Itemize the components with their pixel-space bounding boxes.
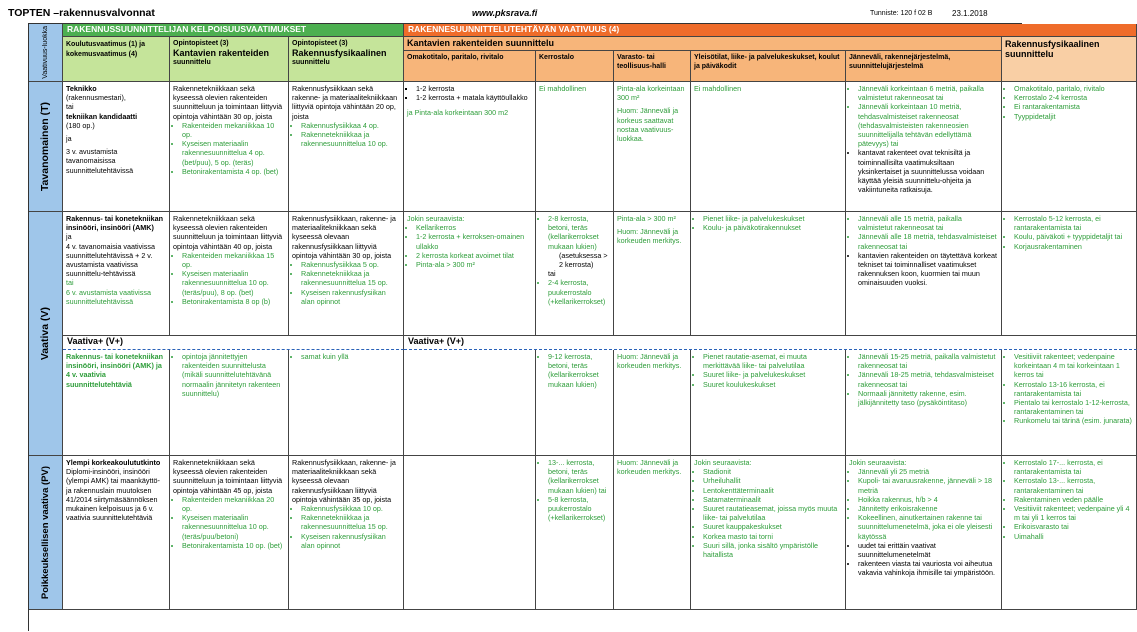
list-item: • kantavat rakenteet ovat teknisiltä ja toiminnallisilta vaatimuksiltaan yksinkertaiset ja suunnittelussa voidaan käyttää yleisiä suunnittelu-ohjeita ja vakiintuneita ratkaisuja. [858,148,998,194]
list-item: • Suuret rautatieasemat, joissa myös muuta liike- tai palvelutilaa [703,504,842,522]
document-code: Tunniste: 120 f 02 B [870,10,933,17]
list-item: • Kyseisen rakennusfysiikan alan opinnot [301,532,400,550]
pv-op2-intro: Rakennusfysiikkaan, rakenne- ja materiaalitekniikkaan sekä kyseessä olevaan rakennusfysiikkaan liittyviä opintoja vähintään 35 op, joista [292,458,396,504]
v-op2 [289,212,404,336]
list-item: • Satamaterminaalit [703,495,842,504]
pv-jannevali [846,456,1002,610]
pv-yleisotilat [691,456,846,610]
vp-jannevali [846,350,1002,456]
list-item: ▪ 1-2 kerrosta + matala käyttöullakko [416,93,532,102]
list-item: • Rakenteiden mekaniikkaa 15 op. [182,251,285,269]
col-header-rakfys: Rakennusfysikaalinen suunnittelu [1002,37,1137,82]
col-header-koulutus [63,37,170,82]
v-varasto-tail: Huom: Jänneväli ja korkeuden merkitys. [617,227,682,246]
list-item: • Kerrostalo 13-16 kerrosta, ei rantarakentamista tai [1014,380,1133,398]
col-header-varasto: Varasto- tai teollisuus-halli [614,51,691,82]
list-item: • Korkea masto tai torni [703,532,842,541]
section-header-right: RAKENNESUUNNITTELUTEHTÄVÄN VAATIVUUS (4) [404,24,1137,37]
t-jannevali [846,82,1002,212]
row-label-poikkeuksellisen [29,456,63,610]
v-koulutus-c: 4 v. tavanomaisia vaativissa suunnittelutehtävissä + 2 v. avustamista vaativissa suunnittelu-tehtävissä [66,241,155,279]
list-item: • Pinta-ala > 300 m² [416,260,532,269]
pv-yleisotilat-head: Jokin seuraavista: [694,458,752,467]
list-item: • Kyseisen rakennusfysiikan alan opinnot [301,288,400,306]
list-item: • Rakennusfysiikkaa 5 op. [301,260,400,269]
pv-op1-intro: Rakennetekniikkaan sekä kyseessä olevien rakenteiden suunnitteluun ja toimintaan liittyviä opintoja vähintään 45 op, joista [173,458,283,495]
row-label-tavanomainen [29,82,63,212]
list-item: • Suuri sillä, jonka sisältö ympäristölle haitallista [703,541,842,559]
list-item: • Kokeellinen, ainutkertainen rakenne tai suunnittelumenetelmä, joka ei ole yleisesti käytössä [858,513,998,541]
v-koulutus-d: tai [66,278,74,288]
list-item: • Normaali jännitetty rakenne, esim. jälkijännitetty taso (pysäköintitaso) [858,389,998,407]
col-header-op1-title: Kantavien rakenteiden [173,48,270,59]
list-item: • Jänneväli 15-25 metriä, paikalla valmistetut rakenneosat tai [858,352,998,370]
v-koulutus-a: Rakennus- tai konetekniikan insinööri, insinööri (AMK) [66,214,164,233]
t-op1 [170,82,289,212]
list-item: • uudet tai erittäin vaativat suunnittelumenetelmät [858,541,998,559]
list-item: • 9-12 kerrosta, betoni, teräs (kellarikerrokset mukaan lukien) [548,352,610,389]
list-item: • Kellarikerros [416,223,532,232]
list-item: • Jänneväli korkeintaan 6 metriä, paikalla valmistetut rakenneosat tai [858,84,998,102]
t-koulutus-c: tai [66,102,74,112]
list-item: • Jänneväli alle 18 metriä, tehdasvalmisteiset rakenneosat tai [858,232,998,250]
col-header-op1-sub: suunnittelu [173,59,211,67]
col-header-op1-top: Opintopisteet (3) [173,40,229,47]
requirements-table [28,23,1132,631]
section-header-left: RAKENNUSSUUNNITTELIJAN KELPOISUUSVAATIMUKSET [63,24,404,37]
list-item: • Rakentaminen veden päälle [1014,495,1133,504]
t-op1-intro: Rakennetekniikkaan sekä kyseessä olevien rakenteiden suunnitteluun ja toimintaan liittyviä opintoja vähintään 30 op, joista [173,84,283,121]
t-koulutus-a: Teknikko [66,84,97,93]
v-varasto [614,212,691,336]
col-header-kerrostalo: Kerrostalo [536,51,614,82]
list-item: • Omakotitalo, paritalo, rivitalo [1014,84,1133,93]
list-item: • Jänneväli korkeintaan 10 metriä, tehdasvalmisteiset rakenneosat (tehdasvalmisteisten rakenneosien suunnittelijalla tehtävän edellyttämä pätevyys) tai [858,102,998,148]
v-omakotitalo [404,212,536,336]
list-item: • Runkomelu tai tärinä (esim. junarata) [1014,416,1133,425]
vp-op2 [289,350,404,456]
list-item: • Rakennetekniikkaa ja rakennesuunnittelua 15 op. [301,269,400,287]
list-item: • Kerrostalo 17-... kerrosta, ei rantarakentamista tai [1014,458,1133,476]
list-item: • 2 kerrosta korkeat avoimet tilat [416,251,532,260]
col-header-kantavien: Kantavien rakenteiden suunnittelu [404,37,1002,51]
t-omakotitalo [404,82,536,212]
col-header-op2 [289,37,404,82]
list-item: • Kerrostalo 13-... kerrosta, rantarakentaminen tai [1014,476,1133,494]
list-item: • Vesitiiviit rakenteet; vedenpaine yli 4 m tai yli 1 kerros tai [1014,504,1133,522]
vp-yleisotilat [691,350,846,456]
v-varasto-main: Pinta-ala > 300 m² [617,214,676,223]
list-item: • Stadionit [703,467,842,476]
vp-varasto: Huom: Jänneväli ja korkeuden merkitys. [614,350,691,456]
v-kerrostalo-mid: (asetuksessa > 2 kerrosta) [559,250,608,270]
list-item: • 2-8 kerrosta, betoni, teräs (kellarikerrokset mukaan lukien) [548,214,610,251]
list-item: • Betonirakentamista 10 op. (bet) [182,541,285,550]
list-item: • Kyseisen materiaalin rakennesuunnittelua 4 op. (bet/puu), 5 op. (teräs) [182,139,285,167]
col-header-omakotitalo: Omakotitalo, paritalo, rivitalo [404,51,536,82]
list-item: • Koulu, päiväkoti + tyyppidetaljit tai [1014,232,1133,241]
list-item: • Kerrostalo 2-4 kerrosta [1014,93,1133,102]
list-item: • rakenteen viasta tai vauriosta voi aiheutua vakavia vahinkoja ihmisille tai ympäristöön. [858,559,998,577]
list-item: • Suuret liike- ja palvelukeskukset [703,370,842,379]
list-item: • Tyyppidetaljit [1014,112,1133,121]
vp-rakfys [1002,350,1137,456]
list-item: • samat kuin yllä [301,352,400,361]
list-item: • Jännitetty erikoisrakenne [858,504,998,513]
list-item: • kantavien rakenteiden on täytettävä korkeat tekniset tai toiminnalliset vaatimukset rakennuksen koon, kuormien tai muun ominaisuuden vuoksi. [858,251,998,288]
list-item: • opintoja jännitettyjen rakenteiden suunnittelusta (mikäli suunnittelutehtävänä normaalin jännitetyn rakenteen suunnittelu) [182,352,285,398]
col-header-op1 [170,37,289,82]
list-item: • Kyseisen materiaalin rakennesuunnittelua 10 op. (teräs/puu/betoni) [182,513,285,541]
vp-omakotitalo [404,350,536,456]
v-op1 [170,212,289,336]
col-header-op2-sub: suunnittelu [292,59,330,67]
list-item: • 1-2 kerrosta + kerroksen-omainen ullakko [416,232,532,250]
class-column-header [29,24,63,82]
col-header-op2-top: Opintopisteet (3) [292,40,348,47]
list-item: • Pienet liike- ja palvelukeskukset [703,214,842,223]
website-link[interactable]: www.pksrava.fi [472,8,538,18]
row-label-vaativa-text: Vaativa (V) [38,306,51,361]
list-item: • Jänneväli alle 15 metriä, paikalla valmistetut rakenneosat tai [858,214,998,232]
vp-koulutus: Rakennus- tai konetekniikan insinööri, insinööri (AMK) ja 4 v. vaativia suunnittelutehtäviä [63,350,170,456]
list-item: • Pienet rautatie-asemat, ei muuta merkittävää liike- tai palvelutilaa [703,352,842,370]
list-item: • Rakennusfysiikkaa 10 op. [301,504,400,513]
class-column-label: Vaativuus-luokka [41,26,49,79]
t-koulutus-b: (rakennusmestari), [66,93,126,103]
pv-kerrostalo [536,456,614,610]
page-header [0,0,1023,22]
pv-jannevali-head: Jokin seuraavista: [849,458,907,467]
t-kerrostalo: Ei mahdollinen [536,82,614,212]
list-item: • Urheiluhallit [703,476,842,485]
v-omakotitalo-head: Jokin seuraavista: [407,214,465,223]
t-omakotitalo-tail: ja Pinta-ala korkeintaan 300 m2 [407,108,509,118]
vplus-label-right: Vaativa+ (V+) [404,336,1137,350]
vp-op1 [170,350,289,456]
t-koulutus-f: ja [66,134,72,144]
pv-koulutus-b: Diplomi-insinööri, insinööri (ylempi AMK) tai maankäyttö- ja rakennuslain muutoksen 41/2014 siirtymäsäännöksen mukainen kelpoisuus ja 6 v. vaativia suunnittelutehtäviä [66,467,160,523]
list-item: • Kupoli- tai avaruusrakenne, jänneväli > 18 metriä [858,476,998,494]
v-koulutus [63,212,170,336]
v-jannevali [846,212,1002,336]
list-item: • 5-8 kerrosta, puukerrostalo (+kellarikerrokset) [548,495,610,523]
list-item: ▪ 1-2 kerrosta [416,84,532,93]
v-koulutus-b: ja [66,232,72,242]
row-label-poikkeuksellisen-text: Poikkeuksellisen vaativa (PV) [39,465,51,600]
list-item: • Kyseisen materiaalin rakennesuunnittelua 10 op. (teräs/puu), 8 op. (bet) [182,269,285,297]
list-item: • 2-4 kerrosta, puukerrostalo (+kellarikerrokset) [548,278,610,306]
vp-kerrostalo [536,350,614,456]
pv-koulutus-a: Ylempi korkeakoulututkinto [66,458,161,467]
col-header-koulutus-label: Koulutusvaatimus (1) ja kokemusvaatimus (4) [66,41,145,59]
row-label-tavanomainen-text: Tavanomainen (T) [38,101,51,192]
document-date: 23.1.2018 [952,9,988,18]
t-yleisotilat: Ei mahdollinen [691,82,846,212]
list-item: • Uimahalli [1014,532,1133,541]
list-item: • Pientalo tai kerrostalo 1-12-kerrosta, rantarakentaminen tai [1014,398,1133,416]
t-varasto-main: Pinta-ala korkeintaan 300 m² [617,84,685,103]
list-item: • Kerrostalo 5-12 kerrosta, ei rantarakentamista tai [1014,214,1133,232]
t-koulutus [63,82,170,212]
pv-omakotitalo [404,456,536,610]
pv-rakfys [1002,456,1137,610]
col-header-op2-title: Rakennusfysikaalinen [292,48,387,59]
row-label-vaativa [29,212,63,456]
list-item: • Koulu- ja päiväkotirakennukset [703,223,842,232]
v-koulutus-e: 6 v. avustamista vaativissa suunnittelutehtävissä [66,287,151,306]
list-item: • Hoikka rakennus, h/b > 4 [858,495,998,504]
document-title: TOPTEN –rakennusvalvonnat [8,7,155,19]
t-koulutus-d: tekniikan kandidaatti [66,111,138,121]
col-header-jannevali: Jänneväli, rakennejärjestelmä, suunnittelujärjestelmä [846,51,1002,82]
list-item: • Suuret kauppakeskukset [703,522,842,531]
list-item: • Lentokenttäterminaalit [703,486,842,495]
v-op1-intro: Rakennetekniikkaan sekä kyseessä olevien rakenteiden suunnitteluun ja toimintaan liittyviä opintoja vähintään 40 op, joista [173,214,283,251]
pv-op1 [170,456,289,610]
list-item: • Rakenteiden mekaniikkaa 20 op. [182,495,285,513]
v-kerrostalo-tai: tai [548,269,556,279]
list-item: • 13-... kerrosta, betoni, teräs (kellarikerrokset mukaan lukien) tai [548,458,610,495]
list-item: • Rakennetekniikkaa ja rakennesuunnittelua 10 op. [301,130,400,148]
t-koulutus-g: 3 v. avustamista tavanomaisissa suunnittelutehtävissä [66,147,134,175]
list-item: • Vesitiiviit rakenteet; vedenpaine korkeintaan 4 m tai korkeintaan 1 kerros tai [1014,352,1133,380]
list-item: • Korjausrakentaminen [1014,242,1133,251]
v-yleisotilat [691,212,846,336]
t-koulutus-e: (180 op.) [66,120,95,130]
list-item: • Jänneväli 18-25 metriä, tehdasvalmisteiset rakenneosat tai [858,370,998,388]
v-kerrostalo [536,212,614,336]
list-item: • Rakenteiden mekaniikkaa 10 op. [182,121,285,139]
list-item: • Jänneväli yli 25 metriä [858,467,998,476]
t-op2 [289,82,404,212]
pv-varasto: Huom: Jänneväli ja korkeuden merkitys. [614,456,691,610]
pv-op2 [289,456,404,610]
list-item: • Rakennusfysiikkaa 4 op. [301,121,400,130]
v-rakfys [1002,212,1137,336]
list-item: • Rakennetekniikkaa ja rakennesuunnittelua 15 op. [301,513,400,531]
t-rakfys [1002,82,1137,212]
t-op2-intro: Rakennusfysiikkaan sekä rakenne- ja materiaalitekniikkaan liittyviä opintoja vähintään 20 op, joista [292,84,398,121]
list-item: • Betonirakentamista 8 op (b) [182,297,285,306]
t-varasto-tail: Huom: Jänneväli ja korkeus saattavat nostaa vaativuus-luokkaa. [617,106,679,144]
vplus-label-left: Vaativa+ (V+) [63,336,404,350]
list-item: • Suuret koulukeskukset [703,380,842,389]
list-item: • Betonirakentamista 4 op. (bet) [182,167,285,176]
pv-koulutus [63,456,170,610]
list-item: • Ei rantarakentamista [1014,102,1133,111]
list-item: • Erikoisvarasto tai [1014,522,1133,531]
t-varasto [614,82,691,212]
col-header-yleisotilat: Yleisötilat, liike- ja palvelukeskukset, koulut ja päiväkodit [691,51,846,82]
v-op2-intro: Rakennusfysiikkaan, rakenne- ja materiaalitekniikkaan sekä kyseessä olevaan rakennusfysiikkaan liittyviä opintoja vähintään 30 op, joista [292,214,396,260]
